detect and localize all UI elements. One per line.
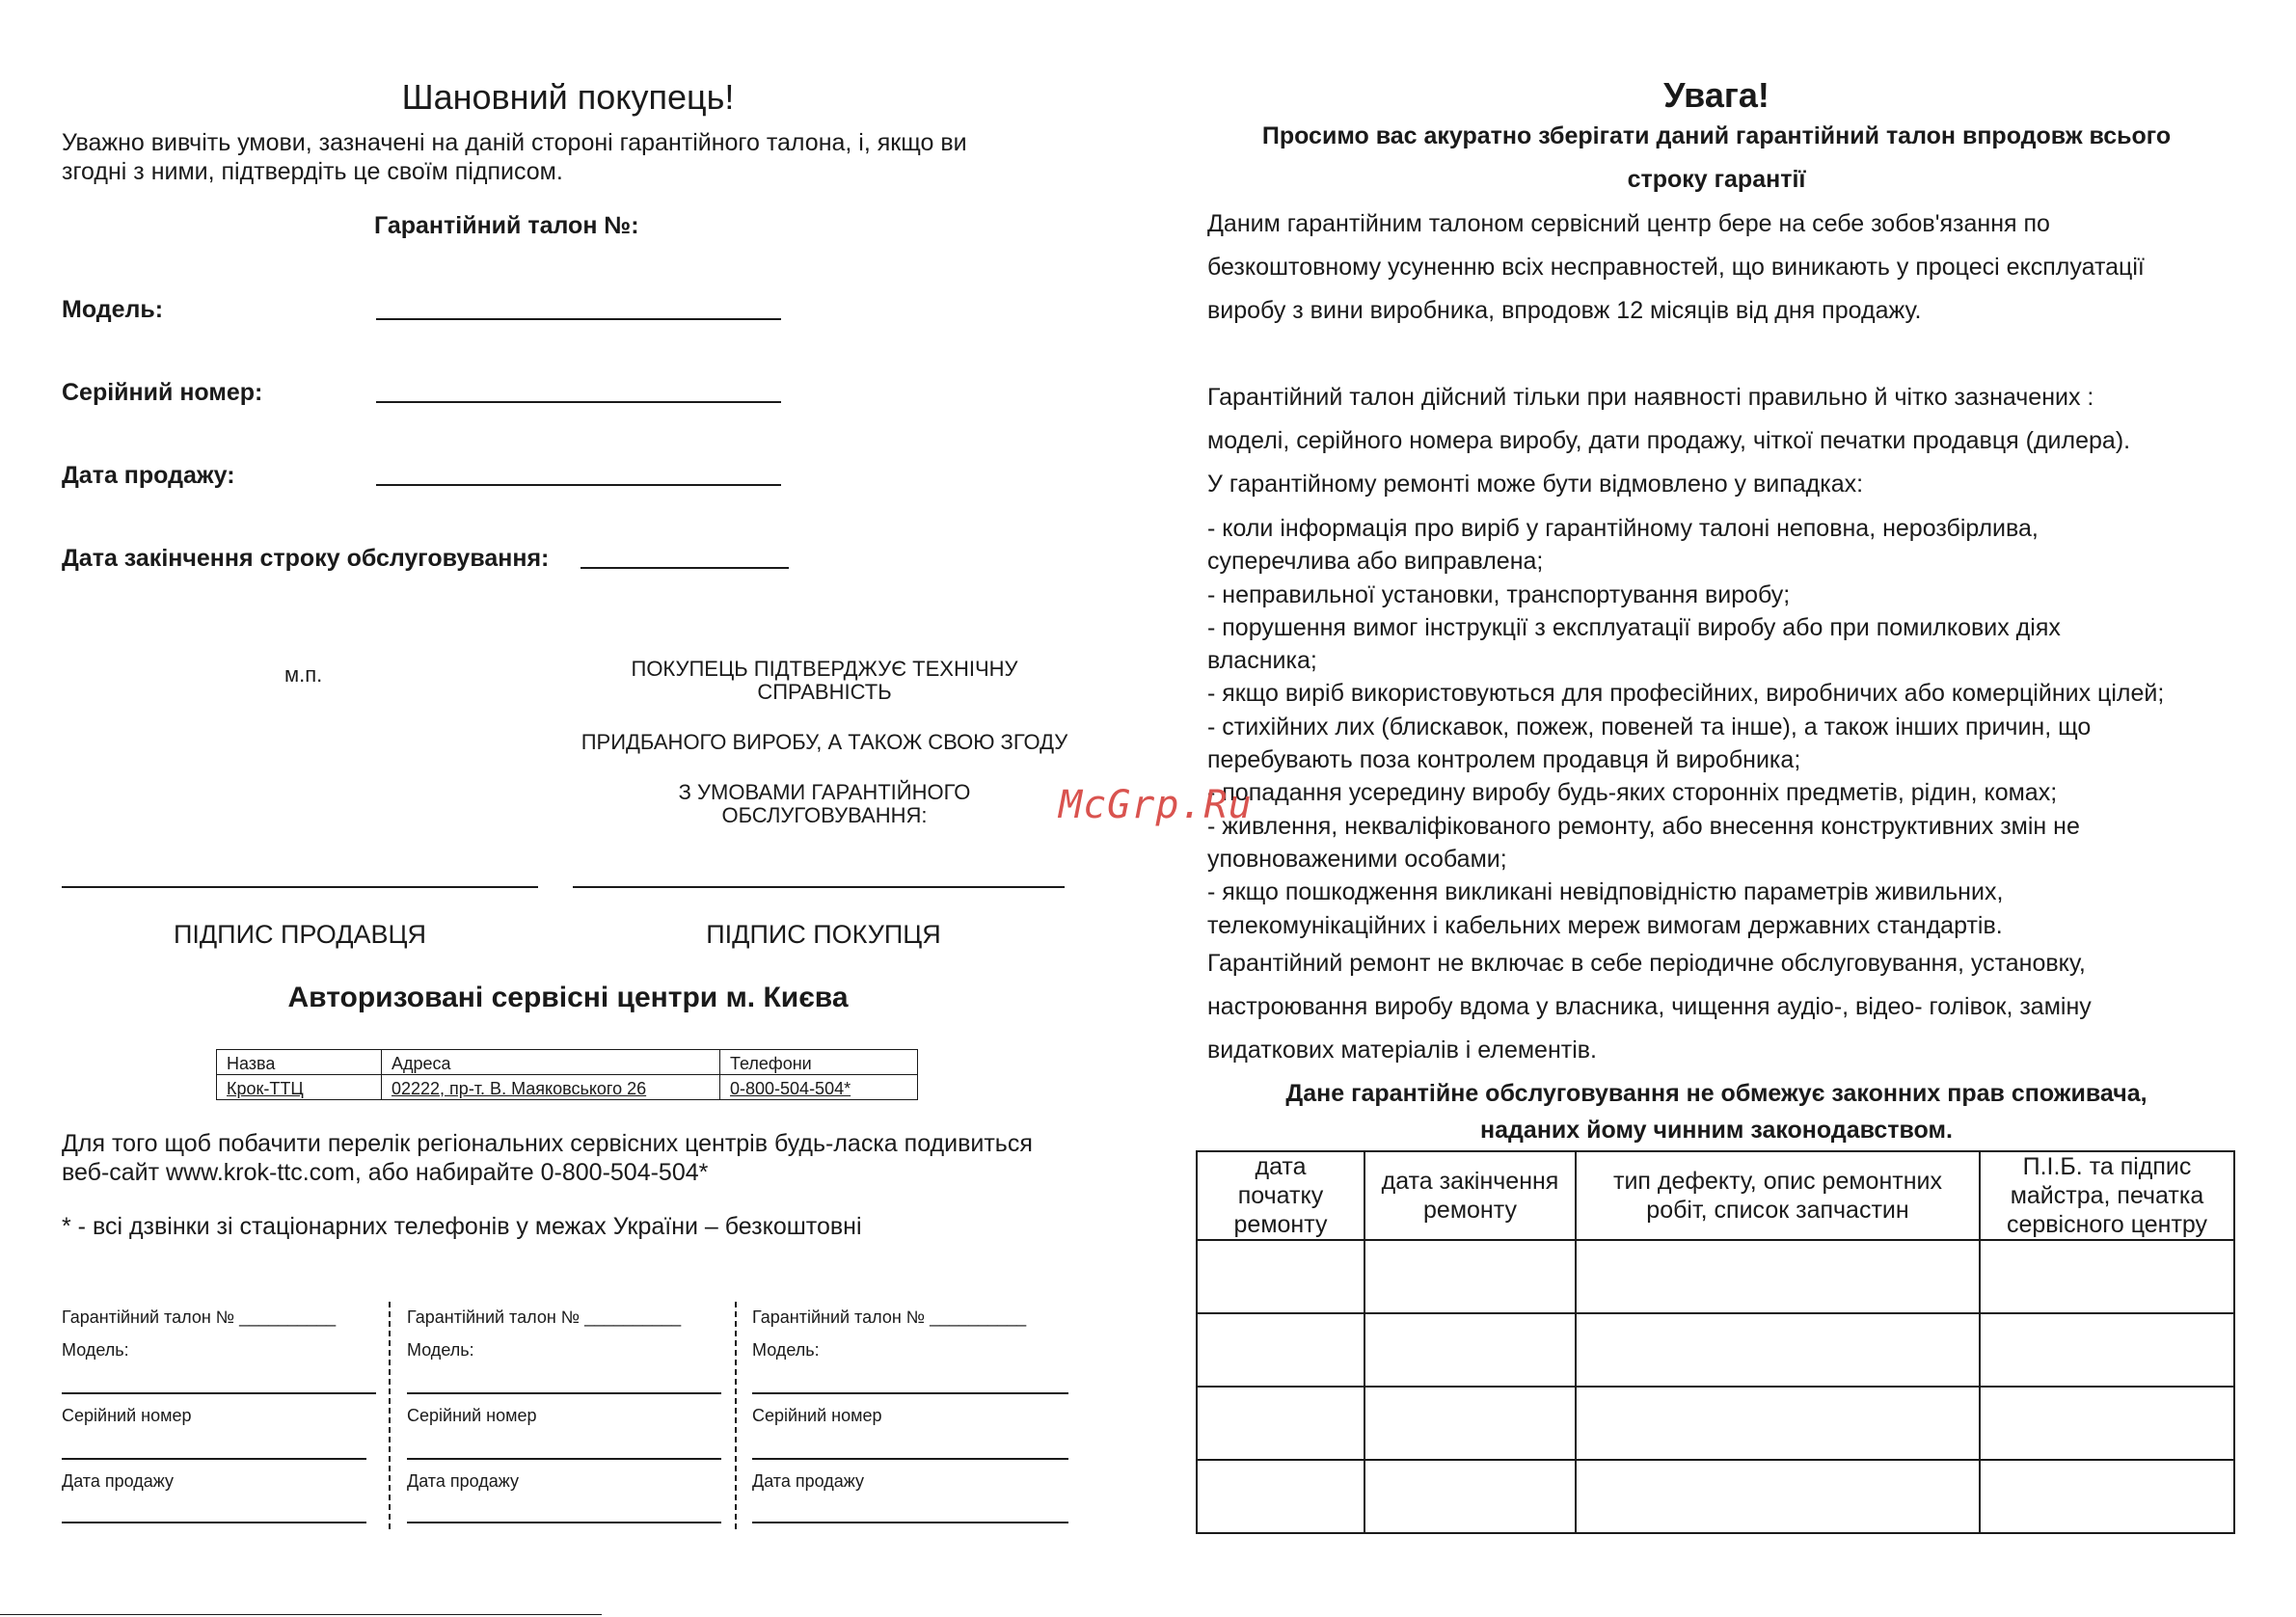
regional-line-2: веб-сайт www.krok-ttc.com, або набирайте 0-800-504-504* <box>62 1159 709 1186</box>
repair-cell[interactable] <box>1576 1387 1980 1460</box>
table-row <box>1197 1387 2234 1460</box>
regional-line-1: Для того щоб побачити перелік регіональних сервісних центрів будь-ласка подивиться <box>62 1130 1033 1157</box>
sale-date-label: Дата продажу: <box>62 462 235 489</box>
seller-signature-caption: ПІДПИС ПРОДАВЦЯ <box>173 920 426 949</box>
centers-heading: Авторизовані сервісні центри м. Києва <box>287 982 849 1013</box>
confirm-line-2: СПРАВНІСТЬ <box>757 680 892 704</box>
col-start-date-line: дата <box>1255 1153 1307 1180</box>
col-master-line: майстра, печатка <box>2010 1182 2204 1209</box>
stub-model-label: Модель: <box>407 1340 474 1360</box>
repair-cell[interactable] <box>1576 1240 1980 1313</box>
repair-cell[interactable] <box>1364 1313 1576 1387</box>
list-item: - якщо пошкодження викликані невідповідністю параметрів живильних, <box>1207 878 2004 906</box>
cut-line-1 <box>389 1302 391 1529</box>
table-row <box>1197 1240 2234 1313</box>
model-label: Модель: <box>62 296 164 323</box>
repair-cell[interactable] <box>1576 1460 1980 1533</box>
stub-date-line[interactable] <box>752 1522 1068 1523</box>
list-item: - стихійних лих (блискавок, пожеж, повеней та інше), а також інших причин, що <box>1207 713 2092 741</box>
repair-log-table <box>1196 1150 2235 1534</box>
page-bottom-rule <box>0 1614 602 1615</box>
center-phone-link[interactable]: 0-800-504-504* <box>730 1079 851 1098</box>
stub-serial-line[interactable] <box>407 1458 721 1460</box>
serial-field-line[interactable] <box>376 401 781 403</box>
col-defect-line: робіт, список запчастин <box>1646 1197 1909 1224</box>
list-item: телекомунікаційних і кабельних мереж вимогам державних стандартів. <box>1207 911 2003 939</box>
left-heading: Шановний покупець! <box>401 77 735 117</box>
repair-cell[interactable] <box>1364 1460 1576 1533</box>
list-item: - якщо виріб використовуються для професійних, виробничих або комерційних цілей; <box>1207 680 2165 708</box>
table-row <box>217 1075 918 1100</box>
col-master <box>1980 1151 2234 1240</box>
stub-model-line[interactable] <box>62 1392 376 1394</box>
repair-cell[interactable] <box>1364 1240 1576 1313</box>
p3-line-1: Гарантійний ремонт не включає в себе періодичне обслуговування, установку, <box>1207 950 2086 977</box>
keep-line-1: Просимо вас акуратно зберігати даний гарантійний талон впродовж всього <box>1261 122 2172 149</box>
list-item: - попадання усередину виробу будь-яких сторонніх предметів, рідин, комах; <box>1207 779 2058 807</box>
confirm-line-4: З УМОВАМИ ГАРАНТІЙНОГО <box>678 780 971 804</box>
col-start-date-line: початку <box>1237 1182 1324 1209</box>
keep-line-2: строку гарантії <box>1627 166 1806 193</box>
seller-signature-line[interactable] <box>62 886 538 888</box>
repair-cell[interactable] <box>1197 1460 1364 1533</box>
intro-line-1: Уважно вивчіть умови, зазначені на даній стороні гарантійного талона, і, якщо ви <box>62 129 967 156</box>
table-cell-name <box>217 1075 382 1100</box>
end-date-field-line[interactable] <box>581 567 789 569</box>
stub-model-label: Модель: <box>62 1340 129 1360</box>
free-calls-note: * - всі дзвінки зі стаціонарних телефонів у межах України – безкоштовні <box>62 1213 862 1240</box>
model-field-line[interactable] <box>376 318 781 320</box>
repair-cell[interactable] <box>1576 1313 1980 1387</box>
stub-serial-line[interactable] <box>752 1458 1068 1460</box>
col-start-date <box>1197 1151 1364 1240</box>
p3-line-3: видаткових матеріалів і елементів. <box>1207 1037 1597 1064</box>
repair-cell[interactable] <box>1364 1387 1576 1460</box>
repair-cell[interactable] <box>1980 1240 2234 1313</box>
stub-date-line[interactable] <box>407 1522 721 1523</box>
col-master-line: П.І.Б. та підпис <box>2022 1153 2192 1180</box>
center-address-link[interactable]: 02222, пр-т. В. Маяковського 26 <box>392 1079 647 1098</box>
repair-cell[interactable] <box>1197 1387 1364 1460</box>
stub-title: Гарантійний талон № __________ <box>62 1307 337 1327</box>
repair-cell[interactable] <box>1197 1313 1364 1387</box>
table-row <box>1197 1313 2234 1387</box>
stub-date-label: Дата продажу <box>62 1471 174 1491</box>
end-date-label: Дата закінчення строку обслуговування: <box>62 545 550 572</box>
col-defect <box>1576 1151 1980 1240</box>
cut-line-2 <box>735 1302 737 1529</box>
sale-date-field-line[interactable] <box>376 484 781 486</box>
p1-line-3: виробу з вини виробника, впродовж 12 місяців від дня продажу. <box>1207 297 1922 324</box>
col-end-date-line: ремонту <box>1423 1197 1517 1224</box>
repair-table-header <box>1197 1151 2234 1240</box>
list-item: перебувають поза контролем продавця й виробника; <box>1207 746 1801 774</box>
p1-line-1: Даним гарантійним талоном сервісний центр бере на себе зобов'язання по <box>1207 210 2050 237</box>
stub-model-line[interactable] <box>752 1392 1068 1394</box>
stub-model-label: Модель: <box>752 1340 820 1360</box>
col-end-date-line: дата закінчення <box>1381 1168 1559 1195</box>
table-header-phones: Телефони <box>720 1050 918 1075</box>
stub-title: Гарантійний талон № __________ <box>407 1307 682 1327</box>
list-item: уповноваженими особами; <box>1207 845 1507 873</box>
stub-serial-line[interactable] <box>62 1458 366 1460</box>
buyer-signature-line[interactable] <box>573 886 1065 888</box>
stub-serial-label: Серійний номер <box>62 1406 192 1425</box>
p2-line-3: У гарантійному ремонті може бути відмовлено у випадках: <box>1207 471 1864 498</box>
buyer-signature-caption: ПІДПИС ПОКУПЦЯ <box>706 920 941 949</box>
p2-line-2: моделі, серійного номера виробу, дати продажу, чіткої печатки продавця (дилера). <box>1207 427 2131 454</box>
table-header-address: Адреса <box>382 1050 720 1075</box>
right-heading: Увага! <box>1663 75 1769 115</box>
table-cell-address <box>382 1075 720 1100</box>
table-header-row <box>217 1050 918 1075</box>
col-master-line: сервісного центру <box>2006 1211 2208 1238</box>
stamp-label: м.п. <box>284 662 323 687</box>
repair-cell[interactable] <box>1980 1460 2234 1533</box>
list-item: - порушення вимог інструкції з експлуатації виробу або при помилкових діях <box>1207 613 2061 641</box>
list-item: - неправильної установки, транспортування виробу; <box>1207 580 1791 608</box>
stub-date-label: Дата продажу <box>752 1471 864 1491</box>
stub-model-line[interactable] <box>407 1392 721 1394</box>
center-name-link[interactable]: Крок-ТТЦ <box>227 1079 304 1098</box>
table-cell-phone <box>720 1075 918 1100</box>
list-item: - живлення, некваліфікованого ремонту, або внесення конструктивних змін не <box>1207 812 2080 840</box>
confirm-line-1: ПОКУПЕЦЬ ПІДТВЕРДЖУЄ ТЕХНІЧНУ <box>631 657 1018 681</box>
p3-line-2: настроювання виробу вдома у власника, чищення аудіо-, відео- голівок, заміну <box>1207 993 2092 1020</box>
stub-date-line[interactable] <box>62 1522 366 1523</box>
confirm-line-3: ПРИДБАНОГО ВИРОБУ, А ТАКОЖ СВОЮ ЗГОДУ <box>581 730 1068 754</box>
list-item: - коли інформація про виріб у гарантійному талоні неповна, нерозбірлива, <box>1207 515 2039 542</box>
watermark: McGrp.Ru <box>1059 783 1253 827</box>
stub-title: Гарантійний талон № __________ <box>752 1307 1027 1327</box>
service-centers-table <box>216 1049 918 1100</box>
col-defect-line: тип дефекту, опис ремонтних <box>1613 1168 1942 1195</box>
rights-line-1: Дане гарантійне обслуговування не обмежує законних прав споживача, <box>1285 1080 2147 1107</box>
rights-line-2: наданих йому чинним законодавством. <box>1480 1117 1953 1144</box>
repair-cell[interactable] <box>1980 1387 2234 1460</box>
stub-serial-label: Серійний номер <box>752 1406 882 1425</box>
repair-cell[interactable] <box>1197 1240 1364 1313</box>
p1-line-2: безкоштовному усуненню всіх несправностей, що виникають у процесі експлуатації <box>1207 254 2145 281</box>
card-number-label: Гарантійний талон №: <box>374 212 639 239</box>
table-header-name: Назва <box>217 1050 382 1075</box>
intro-line-2: згодні з ними, підтвердіть це своїм підписом. <box>62 158 563 185</box>
serial-label: Серійний номер: <box>62 379 263 406</box>
list-item: суперечлива або виправлена; <box>1207 548 1544 576</box>
col-start-date-line: ремонту <box>1233 1211 1328 1238</box>
table-row <box>1197 1460 2234 1533</box>
stub-serial-label: Серійний номер <box>407 1406 537 1425</box>
confirm-line-5: ОБСЛУГОВУВАННЯ: <box>721 803 928 827</box>
repair-cell[interactable] <box>1980 1313 2234 1387</box>
p2-line-1: Гарантійний талон дійсний тільки при наявності правильно й чітко зазначених : <box>1207 384 2094 411</box>
refusal-cases-list <box>1207 512 2164 942</box>
stub-date-label: Дата продажу <box>407 1471 519 1491</box>
list-item: власника; <box>1207 647 1317 675</box>
col-end-date <box>1364 1151 1576 1240</box>
